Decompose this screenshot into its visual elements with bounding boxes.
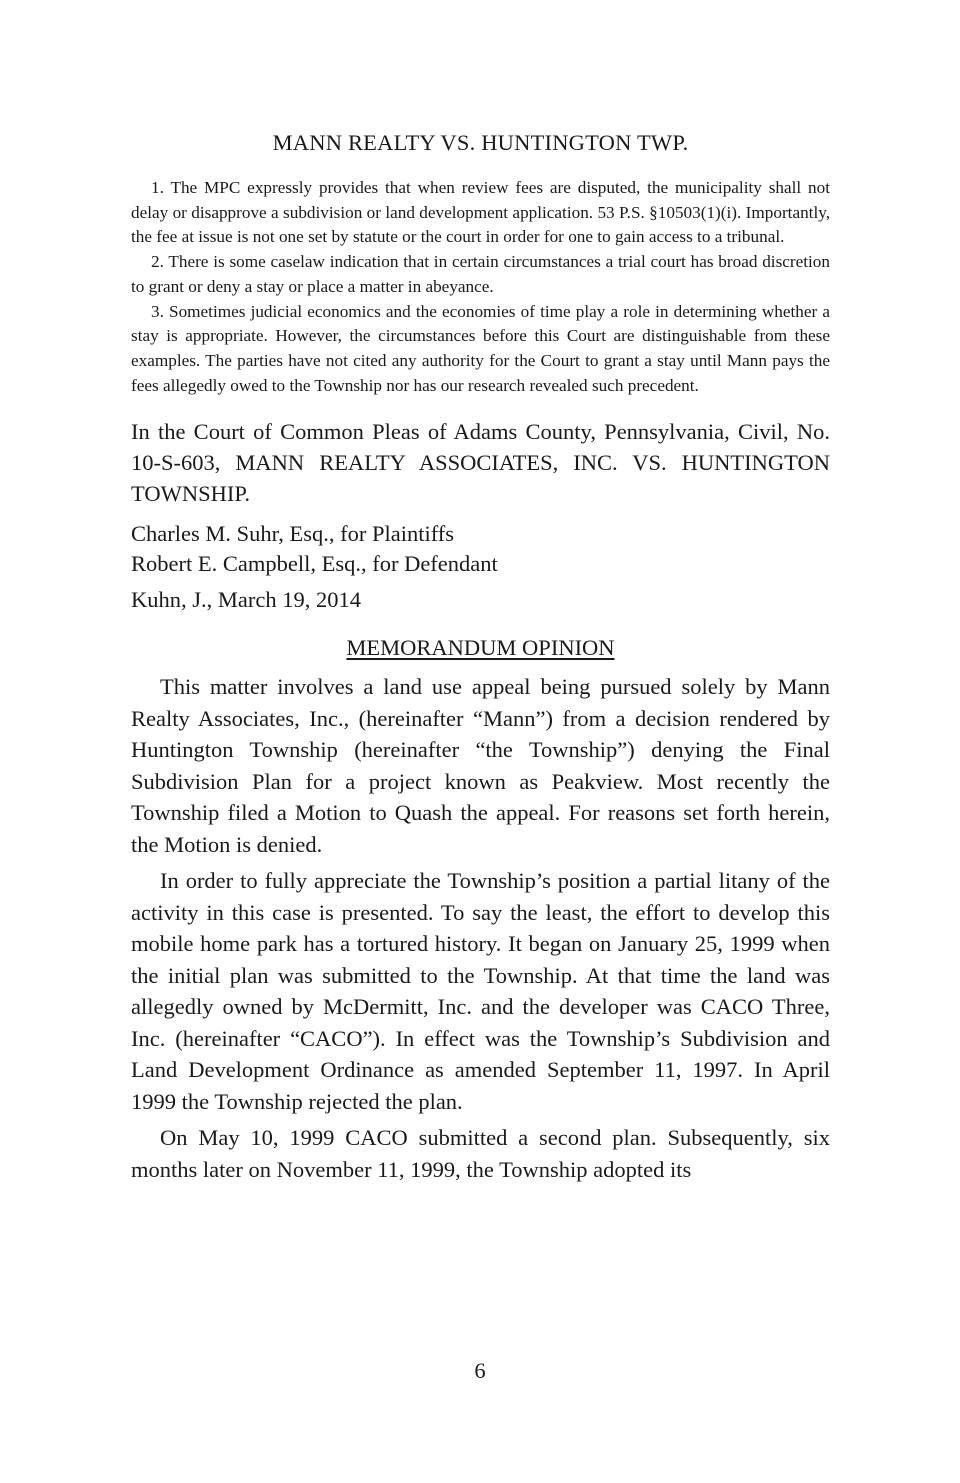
counsel-defendant: Robert E. Campbell, Esq., for Defendant xyxy=(131,551,498,577)
body-paragraph-1: This matter involves a land use appeal being pursued solely by Mann Realty Associates, Inc., (hereinafter “Mann”) from a decision rendered by Huntington Township (hereinafter “the Township”) denying the Final Subdivision Plan for a project known as Peakview. Most recently the Township filed a Motion to Quash the appeal. For reasons set forth herein, the Motion is denied. xyxy=(131,674,830,857)
judge-date-line: Kuhn, J., March 19, 2014 xyxy=(131,587,361,613)
counsel-plaintiffs: Charles M. Suhr, Esq., for Plaintiffs xyxy=(131,521,455,547)
case-caption: In the Court of Common Pleas of Adams County, Pennsylvania, Civil, No. 10-S-603, MANN REALTY ASSOCIATES, INC. VS. HUNTINGTON TOWNSHIP. xyxy=(131,419,830,507)
headnotes xyxy=(131,176,830,398)
body-paragraph-3: On May 10, 1999 CACO submitted a second plan. Subsequently, six months later on November 11, 1999, the Township adopted its xyxy=(131,1125,830,1182)
running-head: MANN REALTY VS. HUNTINGTON TWP. xyxy=(272,130,689,155)
page-number: 6 xyxy=(474,1358,486,1383)
page-content xyxy=(131,128,830,1190)
body-paragraph-2: In order to fully appreciate the Township’s position a partial litany of the activity in this case is presented. To say the least, the effort to develop this mobile home park has a tortured history. It began on January 25, 1999 when the initial plan was submitted to the Township. At that time the land was allegedly owned by McDermitt, Inc. and the developer was CACO Three, Inc. (hereinafter “CACO”). In effect was the Township’s Subdivision and Land Development Ordinance as amended September 11, 1997. In April 1999 the Township rejected the plan. xyxy=(131,868,830,1114)
opinion-body xyxy=(131,671,830,1185)
headnote-3: 3. Sometimes judicial economics and the economies of time play a role in determining whether a stay is appropriate. However, the circumstances before this Court are distinguishable from these examples. The parties have not cited any authority for the Court to grant a stay until Mann pays the fees allegedly owed to the Township nor has our research revealed such precedent. xyxy=(131,301,830,395)
headnote-1: 1. The MPC expressly provides that when review fees are disputed, the municipality shall not delay or disapprove a subdivision or land development application. 53 P.S. §10503(1)(i). Importantly, the fee at issue is not one set by statute or the court in order for one to gain access to a tribunal. xyxy=(131,178,830,247)
counsel-block xyxy=(131,519,830,579)
opinion-title: MEMORANDUM OPINION xyxy=(346,635,615,661)
headnote-2: 2. There is some caselaw indication that in certain circumstances a trial court has broad discretion to grant or deny a stay or place a matter in abeyance. xyxy=(131,252,830,296)
